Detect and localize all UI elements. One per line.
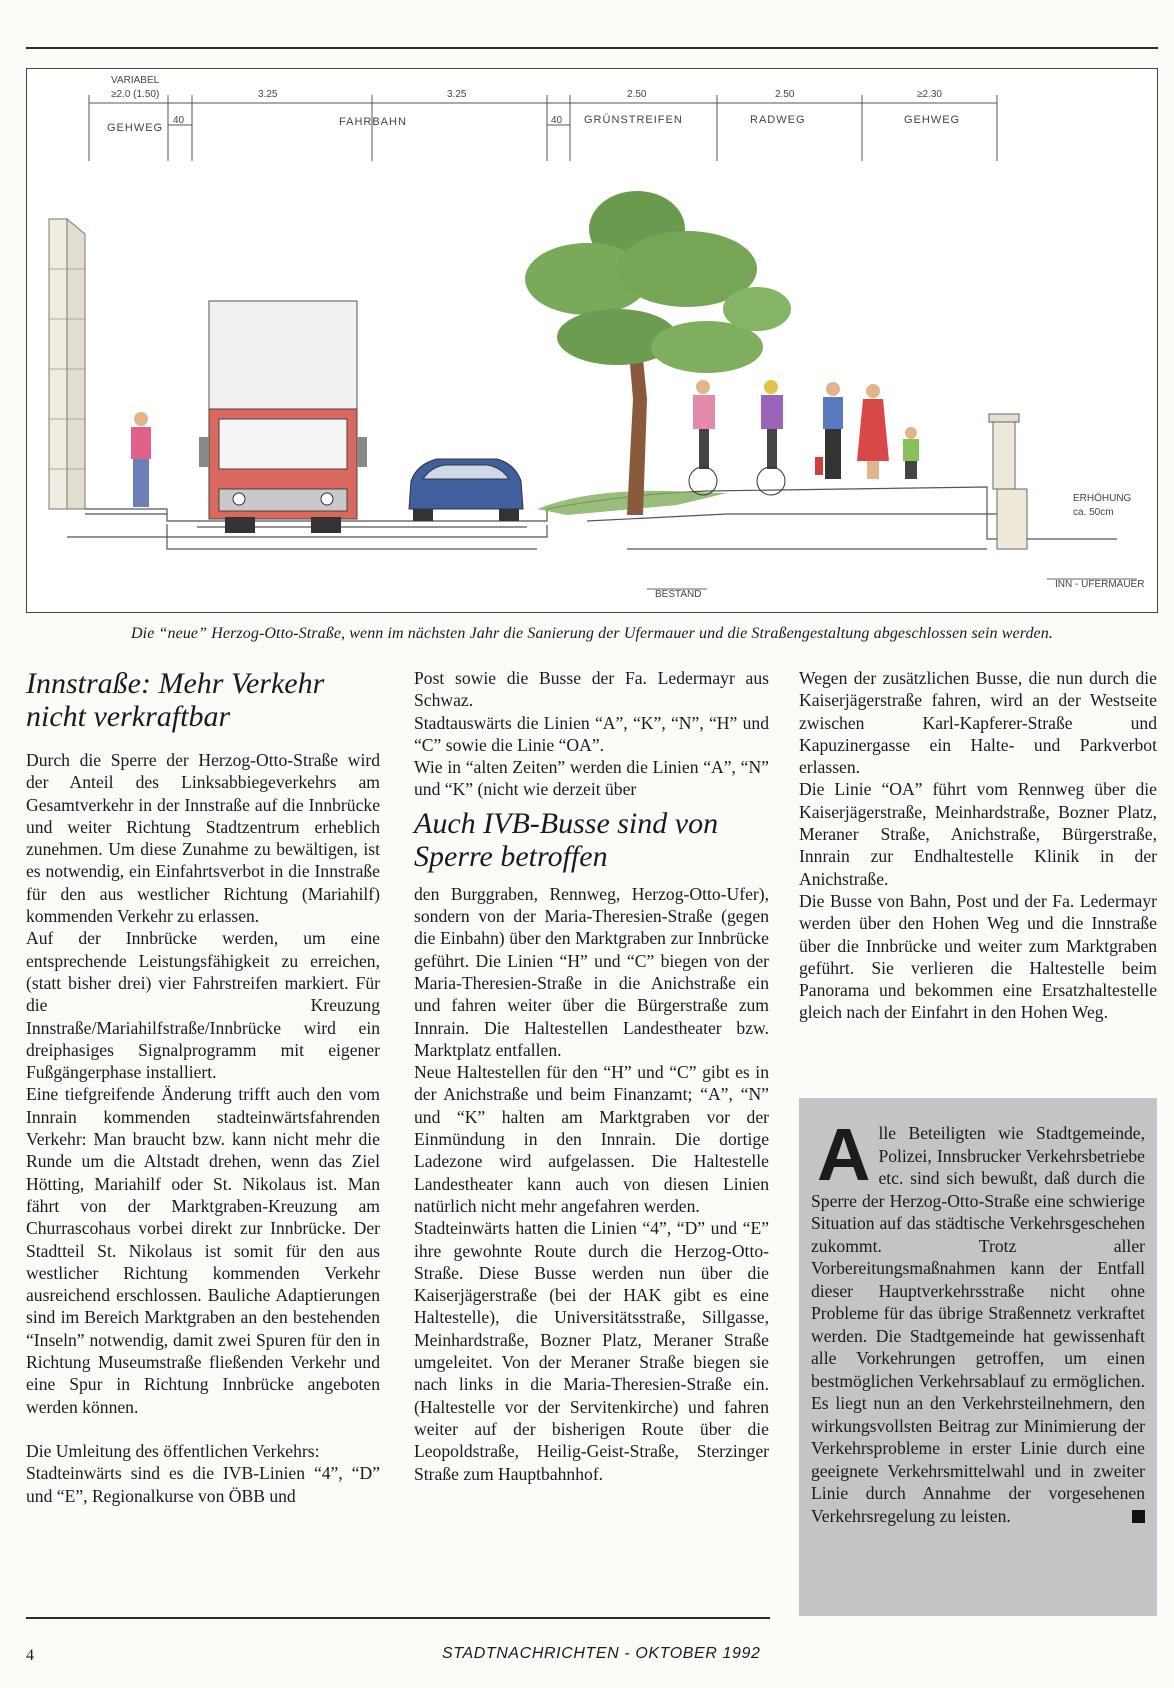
article1-paragraph-6: Post sowie die Busse der Fa. Ledermayr aus Schwaz. bbox=[414, 668, 769, 711]
highlight-box bbox=[799, 1098, 1157, 1616]
cyclist-1 bbox=[689, 380, 717, 495]
article1-paragraph-3: Eine tiefgreifende Änderung trifft auch den vom Innrain kommenden stadteinwärtsfahrenden Verkehr: Man braucht bzw. kann nicht mehr die Runde um die Altstadt drehen, wenn das Ziel Hötting, Mariahilf oder St. Nikolaus ist. Man fährt von der Marktgraben-Kreuzung am Churrascohaus vorbei direkt zur Innbrücke. Der Stadtteil St. Nikolaus ist somit für den aus westlicher Richtung kommenden Verkehr ausreichend erschlossen. Bauliche Adaptierungen sind im Bereich Marktgraben an den bestehenden “Inseln” notwendig, damit zwei Spuren für den in Richtung Museumstraße fließenden Verkehr und eine Spur in Richtung Innbrücke angeboten werden können. bbox=[26, 1084, 380, 1417]
article2-paragraph-6: Die Busse von Bahn, Post und der Fa. Ledermayr werden über den Hohen Weg und die Innstraße über die Innbrücke und weiter zum Marktgraben geführt. Sie verlieren die Haltestelle beim Panorama und bekommen eine Ersatzhaltestelle gleich nach der Einfahrt in den Hohen Weg. bbox=[799, 890, 1157, 1023]
dim-small-right: 40 bbox=[551, 115, 563, 126]
article1-paragraph-2: Auf der Innbrücke werden, um eine entsprechende Leistungsfähigkeit zu erreichen, (statt bisher drei) vier Fahrstreifen markiert. Für die Kreuzung Innstraße/Mariahilfstraße/Innbrücke wird ein dreiphasiges Signalprogramm mit eigener Fußgängerphase installiert. bbox=[26, 928, 380, 1083]
annotation-erhoehung: ERHÖHUNG bbox=[1073, 493, 1132, 504]
article1-paragraph-4: Die Umleitung des öffentlichen Verkehrs: bbox=[26, 1440, 320, 1461]
dim-fahrbahn-2: 3.25 bbox=[447, 89, 467, 100]
dim-fahrbahn-1: 3.25 bbox=[258, 89, 278, 100]
zone-fahrbahn: FAHRBAHN bbox=[339, 116, 407, 128]
tree bbox=[525, 191, 791, 515]
article1-paragraph-1: Durch die Sperre der Herzog-Otto-Straße wird der Anteil des Linksabbiegeverkehrs am Gesamtverkehr in der Innstraße auf die Innbrücke und weiter Richtung Stadtzentrum erheblich zunehmen. Um diese Zunahme zu bewältigen, ist es notwendig, ein Einfahrtsverbot in die Innstraße für den aus westlicher Richtung (Mariahilf) kommenden Verkehr zu erlassen. bbox=[26, 750, 380, 927]
pedestrian-left bbox=[131, 412, 151, 507]
article2-paragraph-1: den Burggraben, Rennweg, Herzog-Otto-Ufer), sondern von der Maria-Theresien-Straße (gegen die Einbahn) über den Marktgraben zur Innbrücke geführt. Die Linien “H” und “C” biegen von der Maria-Theresien-Straße in die Anichstraße ein und fahren weiter über die Bürgerstraße zum Innrain. Die Haltestellen Landestheater bzw. Marktplatz entfallen. bbox=[414, 883, 769, 1060]
dim-small-left: 40 bbox=[173, 115, 185, 126]
publication-footer: STADTNACHRICHTEN - OKTOBER 1992 bbox=[442, 1645, 761, 1662]
dim-gehweg-right: ≥2.30 bbox=[917, 89, 942, 100]
article2-paragraph-3: Stadteinwärts hatten die Linien “4”, “D” und “E” ihre gewohnte Route durch die Herzog-Otto-Straße. Diese Busse werden nun über die Kaiserjägerstraße (bei der HAK gibt es eine Haltestelle), die Universitätsstraße, Sillgasse, Meinhardstraße, Bozner Platz, Meraner Straße umgeleitet. Von der Meraner Straße biegen sie nach links in die Maria-Theresien-Straße ein. (Haltestelle vor der Servitenkirche) und fahren weiter auf der bisherigen Route über die Leopoldstraße, Heilig-Geist-Straße, Sterzinger Straße zum Hauptbahnhof. bbox=[414, 1218, 769, 1484]
page-number: 4 bbox=[26, 1647, 34, 1664]
dim-radweg: 2.50 bbox=[775, 89, 795, 100]
annotation-ufermauer: INN - UFERMAUER bbox=[1055, 579, 1145, 590]
article1-title: Innstraße: Mehr Verkehr nicht verkraftbar bbox=[26, 667, 325, 733]
family-pedestrians bbox=[815, 382, 919, 479]
annotation-erhoehung-value: ca. 50cm bbox=[1073, 507, 1114, 518]
zone-radweg: RADWEG bbox=[750, 114, 806, 126]
zone-gruenstreifen: GRÜNSTREIFEN bbox=[584, 114, 683, 126]
truck bbox=[199, 301, 367, 533]
dim-gruenstreifen: 2.50 bbox=[627, 89, 647, 100]
column-2 bbox=[414, 667, 769, 1485]
column-1 bbox=[26, 667, 380, 1507]
dim-variable-label: VARIABEL bbox=[111, 75, 160, 86]
zone-gehweg-left: GEHWEG bbox=[107, 122, 164, 134]
article2-title: Auch IVB-Busse sind von Sperre betroffen bbox=[414, 806, 719, 873]
figure-caption: Die “neue” Herzog-Otto-Straße, wenn im nächsten Jahr die Sanierung der Ufermauer und die Straßengestaltung abgeschlossen sein werden. bbox=[131, 625, 1053, 642]
end-mark-icon bbox=[1132, 1510, 1145, 1523]
zone-gehweg-right: GEHWEG bbox=[904, 114, 961, 126]
article1-paragraph-8: Wie in “alten Zeiten” werden die Linien “A”, “N” und “K” (nicht wie derzeit über bbox=[414, 757, 769, 800]
building-wall bbox=[49, 219, 85, 509]
column-3 bbox=[799, 667, 1157, 1024]
bottom-rule bbox=[26, 1617, 770, 1619]
annotation-bestand: BESTAND bbox=[655, 589, 702, 600]
street-cross-section-illustration bbox=[26, 68, 1158, 613]
top-rule bbox=[26, 47, 1158, 49]
article2-paragraph-2: Neue Haltestellen für den “H” und “C” gibt es in der Anichstraße und beim Finanzamt; “A”, “N” und “K” halten am Marktgraben vor der Einmündung in den Innrain. Die dortige Ladezone wird aufgelassen. Die Haltestelle Landestheater kann auch von diesen Linien natürlich nicht mehr angefahren werden. bbox=[414, 1062, 769, 1216]
article2-paragraph-5: Die Linie “OA” führt vom Rennweg über die Kaiserjägerstraße, Meinhardstraße, Bozner Platz, Meraner Straße, Anichstraße, Bürgerstraße, Innrain zur Endhaltestelle Klinik in der Anichstraße. bbox=[799, 779, 1157, 889]
car bbox=[409, 459, 523, 521]
article1-paragraph-5: Stadteinwärts sind es die IVB-Linien “4”, “D” und “E”, Regionalkurse von ÖBB und bbox=[26, 1463, 380, 1506]
wall-pillar bbox=[989, 414, 1027, 549]
box-text: lle Beteiligten wie Stadtgemeinde, Polizei, Innsbrucker Verkehrsbetriebe etc. sind sich bewußt, daß durch die Sperre der Herzog-Otto-Straße eine schwierige Situation auf das städtische Verkehrsgeschehen zukommt. Trotz aller Vorbereitungsmaßnahmen kann der Entfall dieser Hauptverkehrsstraße nicht ohne Probleme für das übrige Straßennetz verkraftet werden. Die Stadtgemeinde hat gewissenhaft alle Vorkehrungen getroffen, um einen bestmöglichen Verkehrsablauf zu ermöglichen. Es liegt nun an den Verkehrsteilnehmern, den wirkungsvollsten Beitrag zur Minimierung der Verkehrsprobleme in erster Linie durch eine geeignete Verkehrsmittelwahl und in zweiter Linie durch Annahme der vorgesehenen Verkehrsregelung zu leisten. bbox=[811, 1123, 1145, 1526]
cyclist-2 bbox=[757, 380, 785, 495]
dim-gehweg-left: ≥2.0 (1.50) bbox=[111, 89, 160, 100]
box-dropcap: A bbox=[817, 1113, 871, 1196]
article1-paragraph-7: Stadtauswärts die Linien “A”, “K”, “N”, “H” und “C” sowie die Linie “OA”. bbox=[414, 712, 769, 755]
article2-paragraph-4: Wegen der zusätzlichen Busse, die nun durch die Kaiserjägerstraße fahren, wird an der Westseite zwischen Karl-Kapferer-Straße und Kapuzinergasse ein Halte- und Parkverbot erlassen. bbox=[799, 668, 1157, 778]
